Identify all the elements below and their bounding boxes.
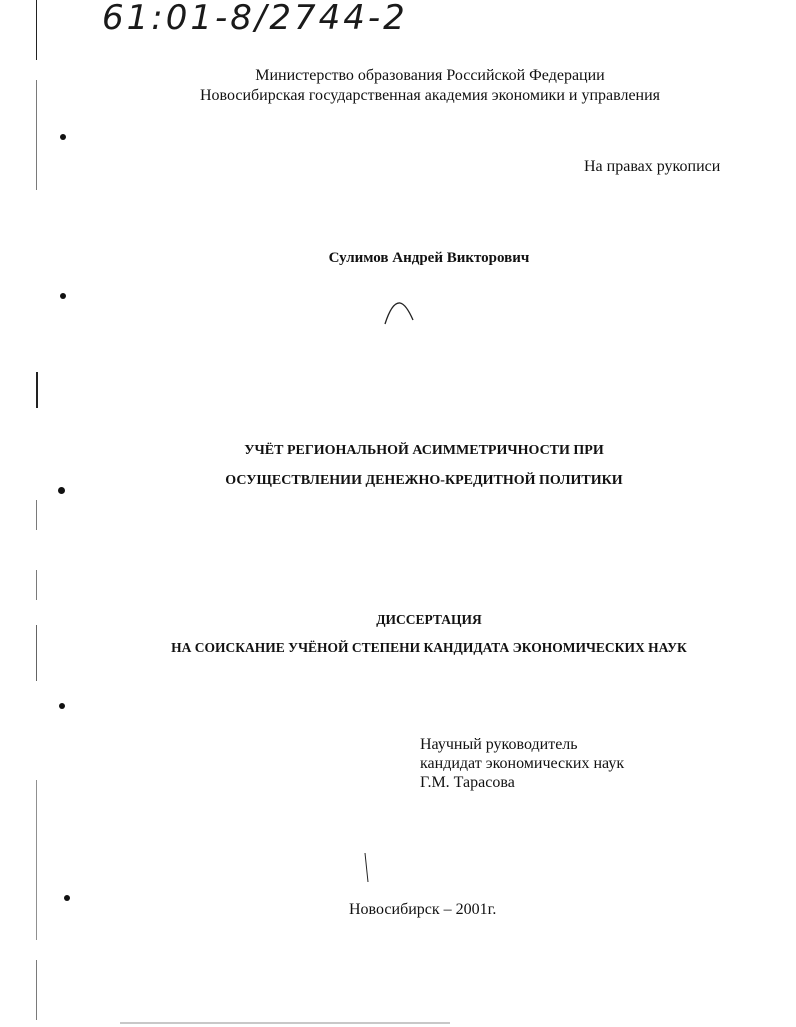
supervisor-role: Научный руководитель bbox=[420, 736, 578, 753]
scan-punch-dot bbox=[60, 293, 66, 299]
supervisor-name: Г.М. Тарасова bbox=[420, 774, 515, 791]
author-name: Сулимов Андрей Викторович bbox=[328, 250, 530, 266]
manuscript-rights: На правах рукописи bbox=[584, 158, 721, 175]
handwritten-arc-mark bbox=[382, 298, 416, 326]
scan-punch-dot bbox=[60, 134, 66, 140]
dissertation-label: ДИССЕРТАЦИЯ bbox=[376, 612, 482, 627]
ministry-name: Министерство образования Российской Федерации bbox=[255, 67, 605, 84]
title-line-2: ОСУЩЕСТВЛЕНИИ ДЕНЕЖНО-КРЕДИТНОЙ ПОЛИТИКИ bbox=[225, 473, 623, 488]
scan-margin-line bbox=[36, 372, 38, 408]
supervisor-block bbox=[420, 735, 624, 792]
scan-margin-line bbox=[36, 500, 37, 530]
degree-line: НА СОИСКАНИЕ УЧЁНОЙ СТЕПЕНИ КАНДИДАТА ЭКОНОМИЧЕСКИХ НАУК bbox=[171, 640, 687, 655]
scan-margin-line bbox=[36, 0, 37, 60]
handwritten-archive-code: 61:01-8/2744-2 bbox=[102, 0, 408, 38]
dissertation-block bbox=[0, 606, 796, 662]
title-line-1: УЧЁТ РЕГИОНАЛЬНОЙ АСИММЕТРИЧНОСТИ ПРИ bbox=[244, 443, 604, 458]
dissertation-title bbox=[0, 436, 796, 496]
scan-bottom-noise bbox=[120, 1022, 450, 1024]
scan-margin-line bbox=[36, 960, 37, 1020]
scan-punch-dot bbox=[59, 703, 65, 709]
scan-margin-line bbox=[36, 570, 37, 600]
supervisor-degree: кандидат экономических наук bbox=[420, 755, 625, 772]
pen-mark bbox=[362, 852, 372, 884]
scan-margin-line bbox=[36, 780, 37, 940]
city-year: Новосибирск – 2001г. bbox=[349, 901, 497, 918]
institution-header bbox=[0, 66, 796, 106]
academy-name: Новосибирская государственная академия экономики и управления bbox=[199, 87, 661, 104]
scan-punch-dot bbox=[64, 895, 70, 901]
